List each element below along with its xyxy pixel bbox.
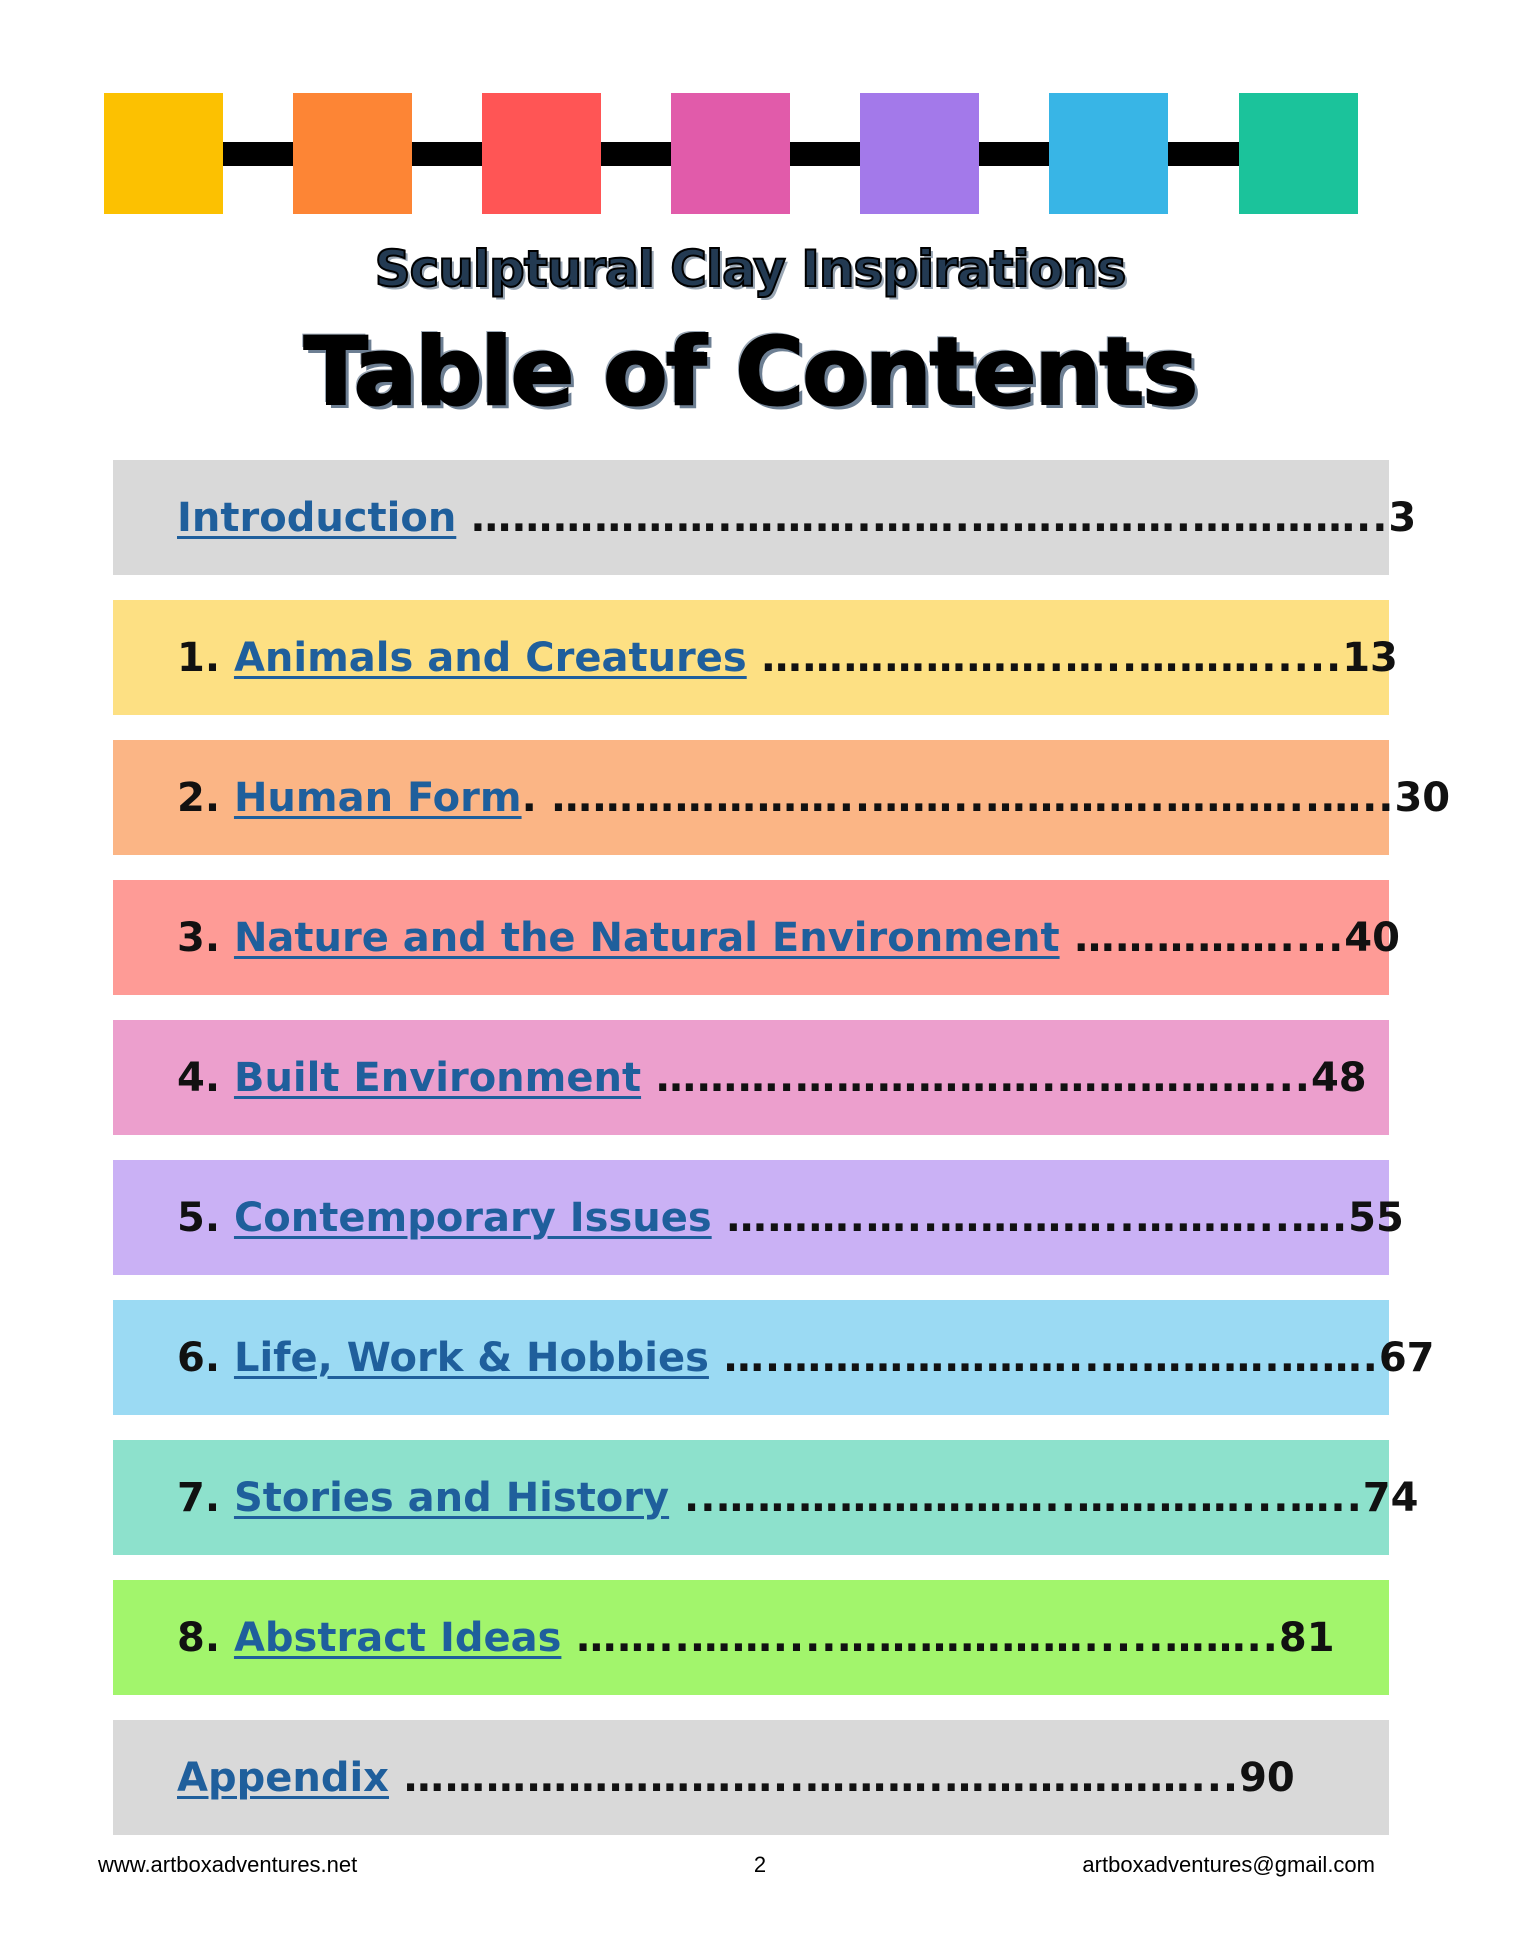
bead-square-pink	[671, 93, 790, 214]
document-subtitle: Sculptural Clay Inspirations	[374, 240, 1126, 298]
toc-number: 3.	[177, 914, 234, 961]
bead-square-red	[482, 93, 601, 214]
footer-page-number: 2	[753, 1852, 767, 1877]
toc-page-number: 3	[1388, 494, 1417, 541]
toc-number: 4.	[177, 1054, 234, 1101]
toc-leader-dots: ……….……………….……………...	[641, 1054, 1311, 1101]
toc-leader-dots: ……….…..…………..………..….	[711, 1194, 1349, 1241]
toc-row-animals	[113, 600, 1398, 715]
toc-row-stories-history	[113, 1440, 1419, 1555]
toc-leader-dots: ..……………………..…………...…..	[669, 1474, 1363, 1521]
toc-row-abstract-ideas	[113, 1580, 1389, 1695]
toc-link-nature[interactable]: Nature and the Natural Environment	[233, 914, 1060, 961]
toc-page-number: 74	[1362, 1474, 1419, 1521]
toc-number: 8.	[177, 1614, 234, 1661]
footer-email: artboxadventures@gmail.com	[1082, 1852, 1375, 1877]
bead-square-orange	[293, 93, 412, 214]
toc-page-number: 30	[1394, 774, 1451, 821]
toc-leader-dots: ………………………..……….………………...	[388, 1754, 1240, 1801]
page-title: Table of Contents	[303, 318, 1197, 427]
toc-row-nature	[113, 880, 1400, 995]
toc-link-abstract-ideas[interactable]: Abstract Ideas	[233, 1614, 562, 1661]
toc-link-introduction[interactable]: Introduction	[177, 494, 457, 541]
toc-link-stories-and-history[interactable]: Stories and History	[233, 1474, 670, 1521]
toc-leader-dots: ……………….……….…….…………….…………..	[456, 494, 1389, 541]
toc-leader-dots: ………………….…..……….....	[746, 634, 1343, 681]
toc-link-built-environment[interactable]: Built Environment	[233, 1054, 642, 1101]
bead-square-yellow	[104, 93, 223, 214]
toc-number: 5.	[177, 1194, 234, 1241]
toc-link-human-form[interactable]: Human Form	[233, 774, 522, 821]
toc-page-number: 90	[1239, 1754, 1295, 1801]
toc-row-human-form	[113, 740, 1451, 855]
toc-number: 7.	[177, 1474, 234, 1521]
toc-link-life-work-hobbies[interactable]: Life, Work & Hobbies	[233, 1334, 709, 1381]
toc-number: 2.	[177, 774, 234, 821]
toc-page-number: 48	[1310, 1054, 1367, 1101]
table-of-contents	[113, 460, 1451, 1860]
toc-row-introduction	[113, 460, 1417, 575]
toc-row-built-environment	[113, 1020, 1389, 1135]
bead-square-teal	[1239, 93, 1358, 214]
toc-leader-dots: ……………....	[1059, 914, 1345, 961]
toc-row-life-work-hobbies	[113, 1300, 1435, 1415]
toc-link-animals-and-creatures[interactable]: Animals and Creatures	[233, 634, 747, 681]
toc-row-appendix	[113, 1720, 1389, 1835]
toc-leader-dots: ……..……....……………….....……..	[561, 1614, 1279, 1661]
toc-page-number: 81	[1278, 1614, 1335, 1661]
bead-strip	[104, 93, 1358, 214]
toc-link-appendix[interactable]: Appendix	[177, 1754, 389, 1801]
bead-square-blue	[1049, 93, 1168, 214]
toc-suffix: .	[521, 774, 537, 821]
toc-leader-dots: ….…………………..………….…….	[708, 1334, 1379, 1381]
toc-page-number: 55	[1348, 1194, 1404, 1241]
footer-website: www.artboxadventures.net	[98, 1852, 358, 1877]
toc-link-contemporary-issues[interactable]: Contemporary Issues	[233, 1194, 712, 1241]
toc-page-number: 13	[1342, 634, 1398, 681]
toc-leader-dots: …………………..……..………….………..…..	[536, 774, 1395, 821]
bead-square-purple	[860, 93, 979, 214]
toc-page-number: 40	[1344, 914, 1400, 961]
toc-page-number: 67	[1378, 1334, 1435, 1381]
toc-row-contemporary-issues	[113, 1160, 1404, 1275]
toc-number: 1.	[177, 634, 234, 681]
toc-number: 6.	[177, 1334, 234, 1381]
